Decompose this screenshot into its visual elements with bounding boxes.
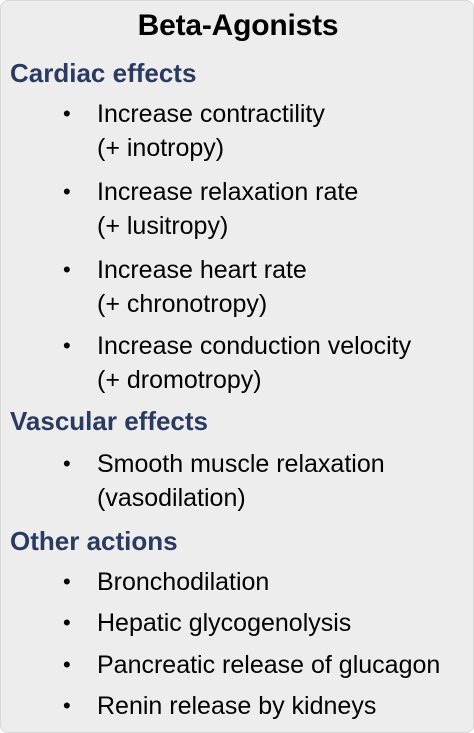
list-item-text: Bronchodilation <box>97 568 270 596</box>
list-item-text: Hepatic glycogenolysis <box>97 609 352 637</box>
list-item-text: Smooth muscle relaxation <box>97 450 385 478</box>
list-item-text: Renin release by kidneys <box>97 692 377 720</box>
bullet-icon: • <box>63 569 71 594</box>
list-item-subtext: (+ chronotropy) <box>97 290 268 318</box>
bullet-icon: • <box>63 257 71 282</box>
section-heading-vascular-effects: Vascular effects <box>10 406 209 436</box>
page-title: Beta-Agonists <box>137 9 339 42</box>
list-item-text: Pancreatic release of glucagon <box>97 651 441 679</box>
bullet-icon: • <box>63 652 71 677</box>
bullet-icon: • <box>63 693 71 718</box>
list-item-subtext: (+ inotropy) <box>97 134 225 162</box>
list-item-text: Increase relaxation rate <box>97 178 359 206</box>
bullet-icon: • <box>63 101 71 126</box>
bullet-icon: • <box>63 179 71 204</box>
list-item-subtext: (vasodilation) <box>97 484 246 512</box>
section-heading-cardiac-effects: Cardiac effects <box>10 58 197 88</box>
list-item-subtext: (+ lusitropy) <box>97 212 229 240</box>
list-item-subtext: (+ dromotropy) <box>97 366 262 394</box>
bullet-icon: • <box>63 333 71 358</box>
list-item-text: Increase contractility <box>97 100 325 128</box>
bullet-icon: • <box>63 451 71 476</box>
list-item-text: Increase heart rate <box>97 256 307 284</box>
list-item-text: Increase conduction velocity <box>97 332 412 360</box>
section-heading-other-actions: Other actions <box>10 526 178 556</box>
bullet-icon: • <box>63 610 71 635</box>
